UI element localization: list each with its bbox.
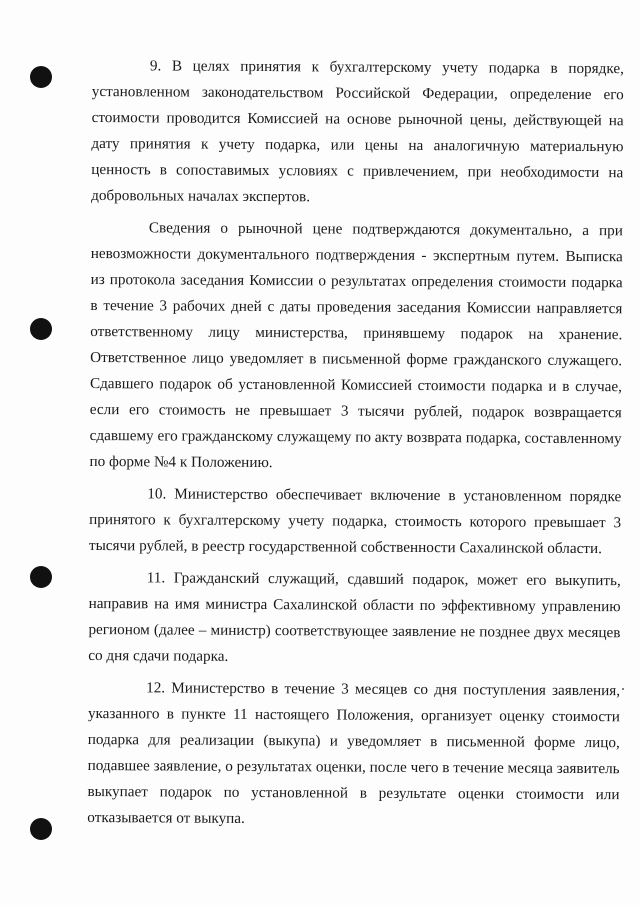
- paragraph-9: 9. В целях принятия к бухгалтерскому учету подарка в порядке, установленном законодательством Российской Федерации, определение его стоимости проводится Комиссией на основе рыночной цены, действующей на дату принятия к учету подарка, или цены на аналогичную материальную ценность в сопоставимых условиях с привлечением, при необходимости на добровольных началах экспертов.: [91, 57, 624, 206]
- document-body: [87, 53, 624, 834]
- punch-hole: [30, 566, 52, 588]
- scan-speck: [622, 688, 624, 690]
- paragraph-10: 10. Министерство обеспечивает включение в установленном порядке принятого к бухгалтерскому учету подарка, стоимость которого превышает 3 тысячи рублей, в реестр государственной собственности Сахалинской области.: [88, 485, 622, 558]
- punch-hole: [30, 318, 52, 340]
- punch-hole: [30, 818, 52, 840]
- punch-hole: [30, 66, 52, 88]
- paragraph-market-price: Сведения о рыночной цене подтверждаются документально, а при невозможности документального подтверждения - экспертным путем. Выписка из протокола заседания Комиссии о результатах определения стоимости подарка в течение 3 рабочих дней с даты проведения заседания Комиссии направляется ответственному лицу министерства, принявшему подарок на хранение. Ответственное лицо уведомляет в письменной форме гражданского служащего. Сдавшего подарок об установленной Комиссией стоимости подарка и в случае, если его стоимость не превышает 3 тысячи рублей, подарок возвращается сдавшему его гражданскому служащему по акту возврата подарка, составленному по форме №4 к Положению.: [89, 219, 623, 472]
- paragraph-12: 12. Министерство в течение 3 месяцев со дня поступления заявления, указанного в пункте 11 настоящего Положения, организует оценку стоимости подарка для реализации (выкупа) и уведомляет в письменной форме лицо, подавшее заявление, о результатах оценки, после чего в течение месяца заявитель выкупает подарок по установленной в результате оценки стоимости или отказывается от выкупа.: [87, 679, 621, 827]
- paragraph-11: 11. Гражданский служащий, сдавший подарок, может его выкупить, направив на имя министра Сахалинской области по эффективному управлению регионом (далее – министр) соответствующее заявление не позднее двух месяцев со дня сдачи подарка.: [88, 569, 621, 665]
